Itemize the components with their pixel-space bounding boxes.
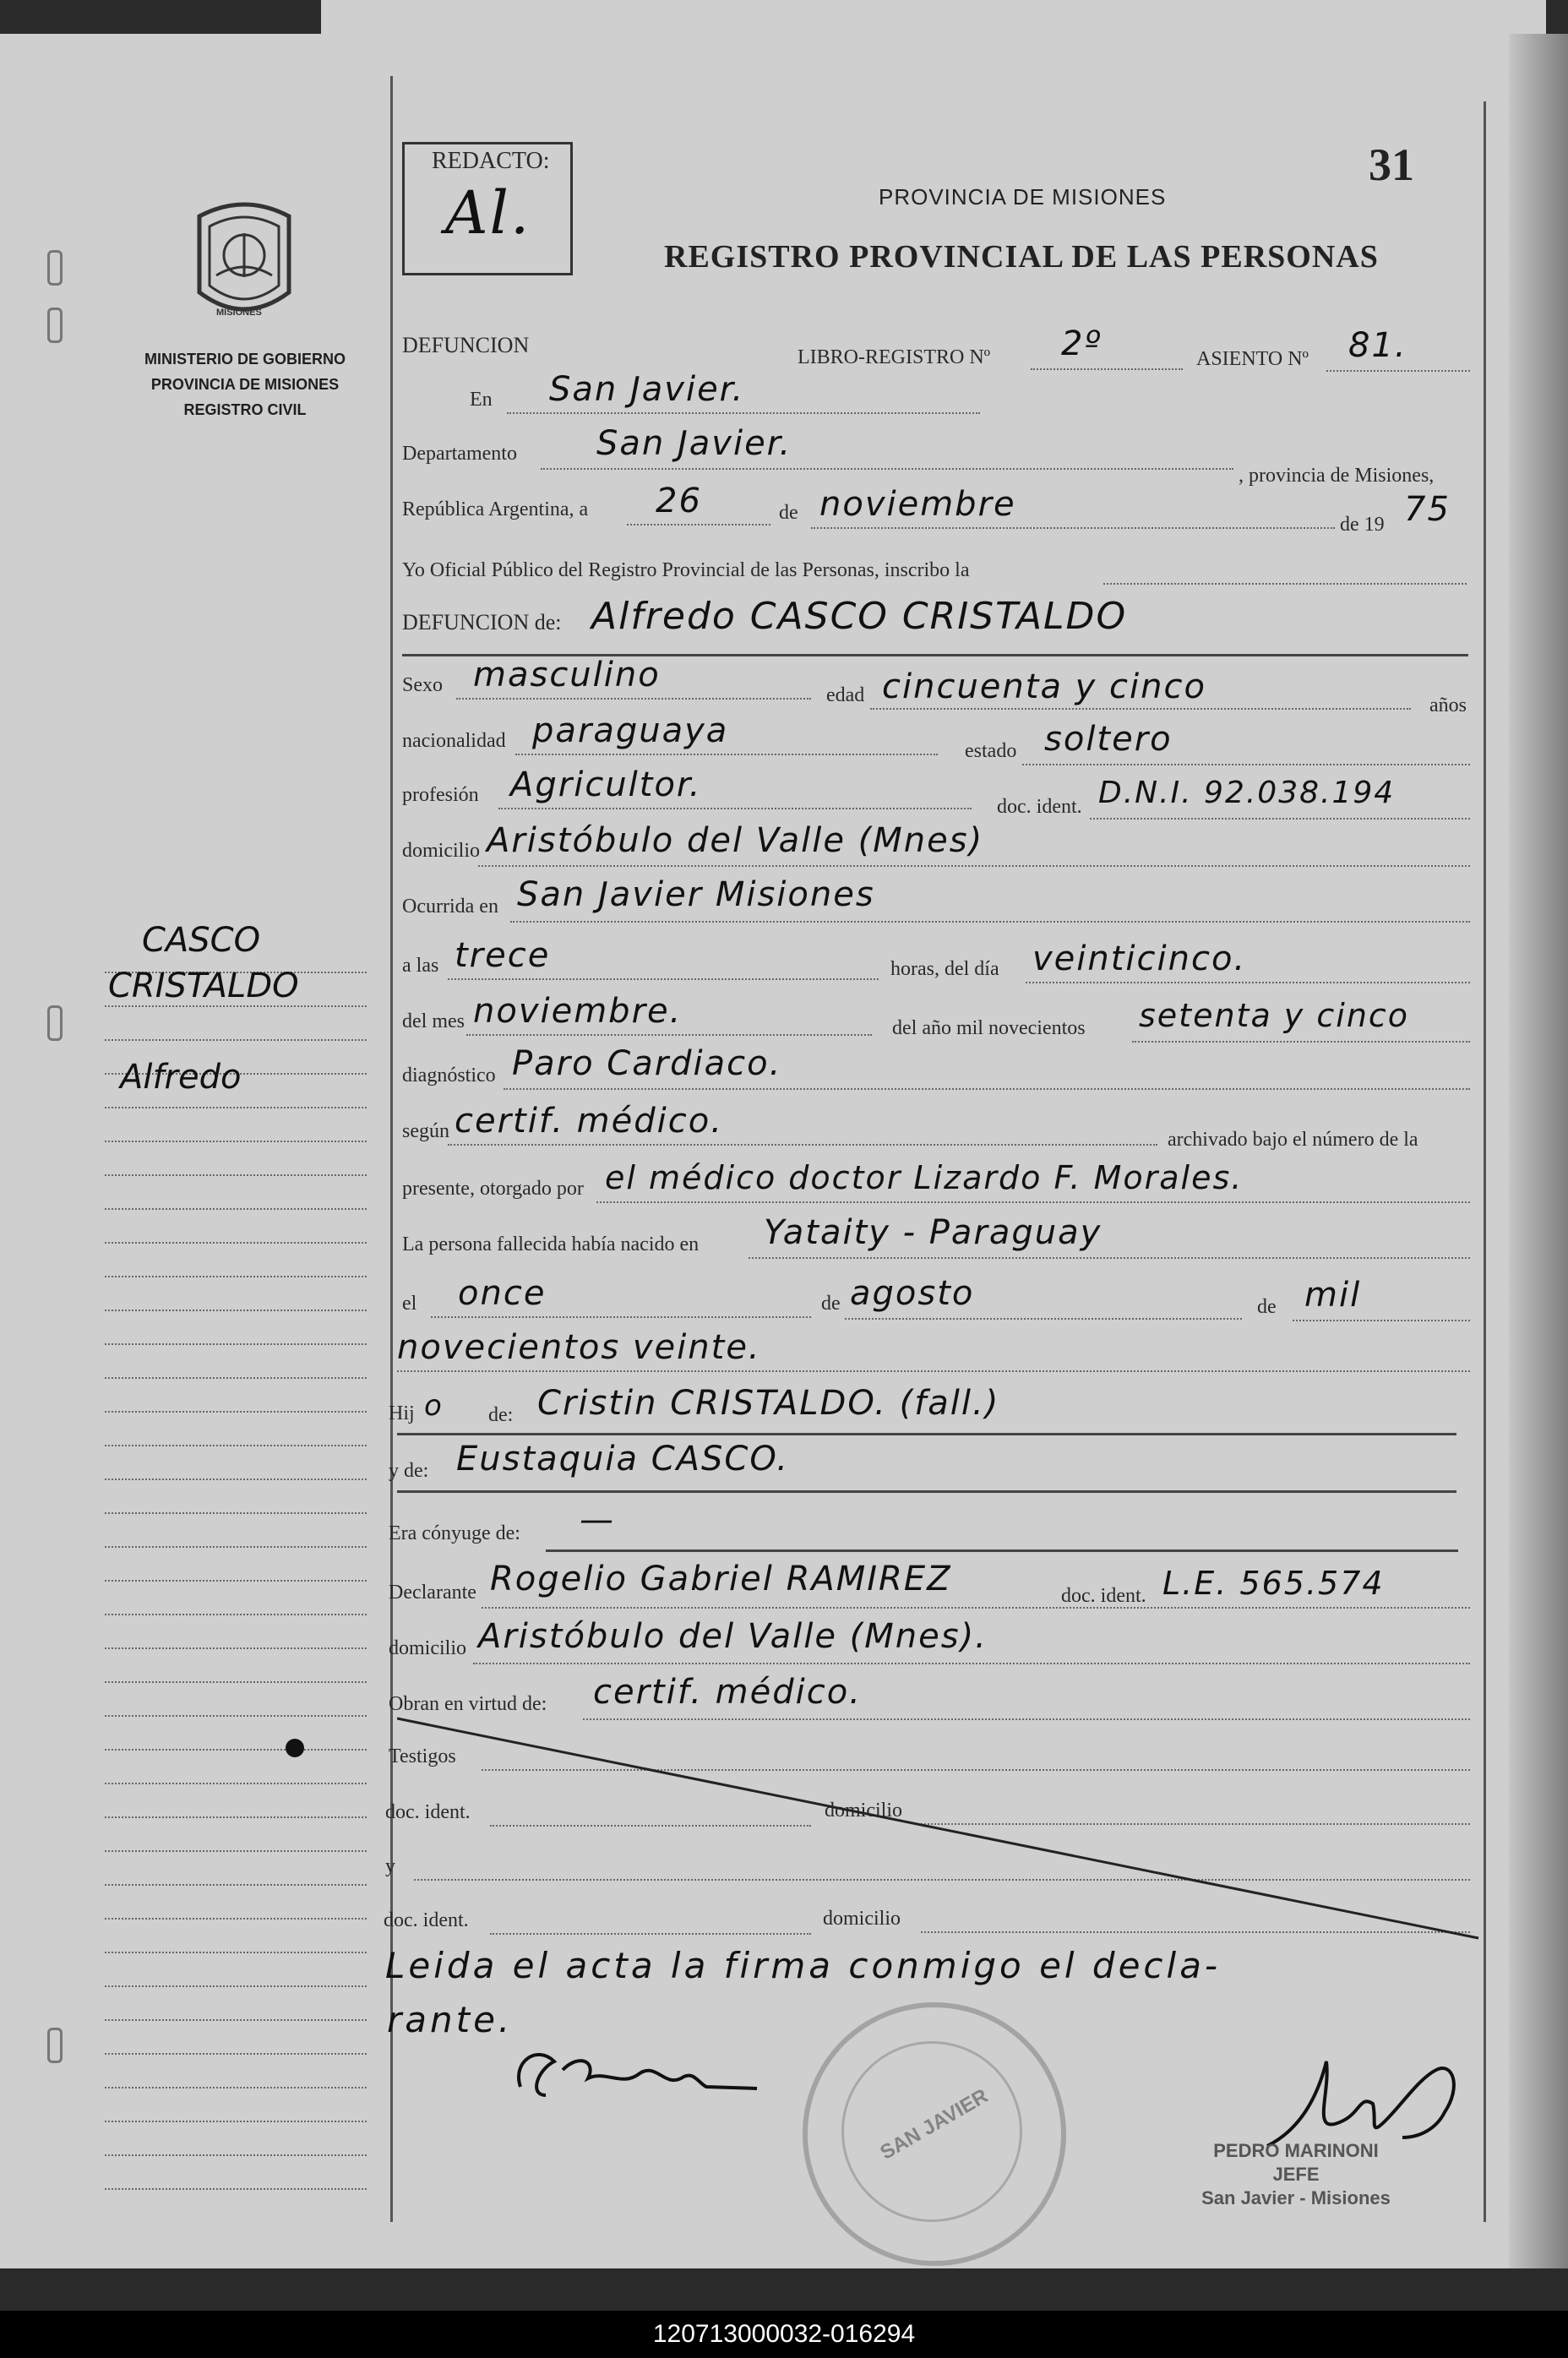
anos-label: años [1429,694,1467,716]
ministry-line: PROVINCIA DE MISIONES [150,376,340,393]
delmes-value: noviembre. [473,992,683,1031]
domicilio1-label: domicilio [825,1800,902,1822]
asiento-label: ASIENTO Nº [1196,348,1309,370]
hijo-label: Hij [389,1402,415,1424]
de3-value: mil [1304,1276,1362,1315]
fill-line [1293,1320,1470,1321]
yde-value: Eustaquia CASCO. [456,1440,789,1479]
closing-line1: Leida el acta la firma conmigo el decla- [385,1945,1222,1986]
redacto-label: REDACTO: [432,148,550,174]
day-value: 26 [656,482,702,520]
horas-label: horas, del día [890,958,999,980]
conyuge-label: Era cónyuge de: [389,1522,520,1544]
month-value: noviembre [819,485,1016,524]
fill-line [1326,370,1470,372]
hijo-de-label: de: [488,1404,514,1426]
redacto-box [402,142,573,275]
ocurrida-value: San Javier Misiones [517,875,875,914]
page-edge-shadow [1509,34,1568,2268]
fill-line [1132,1041,1470,1043]
conyuge-value: — [580,1500,615,1539]
fill-line [448,978,879,980]
en-value: San Javier. [549,370,745,409]
fill-line [498,808,972,809]
officer-title: JEFE [1272,2164,1320,2185]
nacionalidad-value: paraguaya [532,711,729,750]
asiento-value: 81. [1348,326,1407,365]
departamento-label: Departamento [402,443,517,465]
republica-label: República Argentina, a [402,498,589,520]
diagnostico-label: diagnóstico [402,1065,496,1086]
docident-value: D.N.I. 92.038.194 [1098,776,1396,810]
province-seal-icon [191,199,297,324]
ministry-line: REGISTRO CIVIL [183,401,307,418]
obran-value: certif. médico. [593,1673,862,1712]
de-label: de [779,502,798,524]
domicilio2-label: domicilio [823,1908,901,1930]
docident1-label: doc. ident. [385,1801,471,1823]
defuncion-label: DEFUNCION de: [402,610,562,634]
fill-line [870,708,1411,710]
provincia-suffix: , provincia de Misiones, [1239,465,1435,487]
margin-rule [390,76,393,2222]
hijo-suffix: o [424,1389,444,1423]
binder-ring [47,1005,63,1041]
margin-surname1: CASCO [142,921,261,960]
de3-label: de [1257,1296,1277,1318]
fill-line [515,754,938,755]
profesion-label: profesión [402,784,479,806]
declarante-label: Declarante [389,1582,476,1604]
el-value: once [458,1274,547,1313]
ministry-heading [118,346,372,422]
page-number: 31 [1369,139,1414,190]
segun-value: certif. médico. [455,1102,723,1141]
margin-surname2: CRISTALDO [108,967,299,1005]
nacionalidad-label: nacionalidad [402,730,506,752]
ocurrida-label: Ocurrida en [402,896,498,918]
fill-line [456,698,811,700]
stamp-text: SAN JAVIER [876,2084,993,2165]
departamento-value: San Javier. [596,424,792,463]
estado-value: soltero [1044,720,1173,759]
declarante-dom-value: Aristóbulo del Valle (Mnes). [478,1617,988,1656]
fill-line [1022,764,1470,765]
diagnostico-value: Paro Cardiaco. [512,1044,782,1083]
fill-line [473,1663,1470,1664]
officer-location: San Javier - Misiones [1201,2187,1391,2208]
delano-label: del año mil novecientos [892,1017,1086,1039]
nacido-label: La persona fallecida había nacido en [402,1233,700,1255]
defuncion-value: Alfredo CASCO CRISTALDO [591,595,1128,638]
fill-line [448,1144,1157,1146]
libro-value: 2º [1061,324,1102,363]
official-stamp [803,2002,1066,2266]
segun-label: según [402,1120,449,1142]
page-top-strip [321,0,1546,34]
seal-label: MISIONES [216,308,262,318]
fill-line [749,1257,1470,1259]
oficial-text: Yo Oficial Público del Registro Provincial de las Personas, inscribo la [402,559,970,581]
libro-label: LIBRO-REGISTRO Nº [798,346,991,368]
officer-name: PEDRO MARINONI [1213,2140,1379,2161]
presente-label: presente, otorgado por [402,1178,584,1200]
yde-label: y de: [389,1460,429,1482]
delano-value: setenta y cinco [1139,997,1410,1034]
de2-label: de [821,1293,841,1315]
document-id-bar: 120713000032-016294 [0,2311,1568,2358]
year-prefix: de 19 [1340,514,1385,536]
cancel-strike-line [397,1715,1487,1943]
nacido-value: Yataity - Paraguay [764,1213,1102,1252]
fill-line [1103,583,1467,585]
profesion-value: Agricultor. [510,765,702,804]
fill-line [510,921,1470,923]
registry-title: REGISTRO PROVINCIAL DE LAS PERSONAS [664,239,1379,275]
declarante-value: Rogelio Gabriel RAMIREZ [490,1560,952,1598]
closing-line2: rante. [387,1999,514,2040]
declarant-signature [504,2036,774,2112]
declarante-doc-value: L.E. 565.574 [1162,1565,1385,1602]
alas-value: trece [455,936,551,975]
fill-line [504,1088,1470,1090]
domicilio-value: Aristóbulo del Valle (Mnes) [487,821,984,860]
estado-label: estado [965,740,1017,762]
dia-value: veinticinco. [1032,939,1247,978]
year-born-value: novecientos veinte. [397,1328,761,1367]
sexo-value: masculino [473,656,661,694]
binder-ring [47,308,63,343]
sexo-label: Sexo [402,674,443,696]
redacto-initials: Al. [445,178,531,248]
spouse-underline [546,1549,1458,1552]
fill-line [596,1201,1470,1203]
fill-line [1031,368,1183,370]
margin-given-name: Alfredo [120,1058,242,1097]
fill-line [478,865,1470,867]
fill-line [466,1034,872,1036]
parent-underline [397,1490,1456,1493]
en-label: En [470,389,493,411]
ministry-line: MINISTERIO DE GOBIERNO [144,351,346,368]
de2-value: agosto [850,1274,975,1313]
fill-line [431,1316,811,1318]
declarante-dom-label: domicilio [389,1637,466,1659]
parent-underline [397,1433,1456,1435]
el-label: el [402,1293,417,1315]
fill-line [1026,982,1470,983]
fill-line [627,524,770,526]
alas-label: a las [402,955,439,977]
fill-line [482,1607,1470,1609]
officer-block [1186,2139,1406,2210]
fill-line [541,468,1233,470]
province-title: PROVINCIA DE MISIONES [879,184,1167,210]
docident-label: doc. ident. [997,796,1082,818]
obran-label: Obran en virtud de: [389,1693,547,1715]
fill-line [507,412,980,414]
presente-value: el médico doctor Lizardo F. Morales. [605,1159,1244,1196]
fill-line [397,1370,1470,1372]
fill-line [811,527,1335,529]
archivado-label: archivado bajo el número de la [1168,1129,1418,1151]
docident2-label: doc. ident. [384,1909,469,1931]
delmes-label: del mes [402,1010,465,1032]
domicilio-label: domicilio [402,840,480,862]
declarante-doc-label: doc. ident. [1061,1585,1146,1607]
binder-ring [47,250,63,286]
fill-line [1090,818,1470,820]
hijo-value: Cristin CRISTALDO. (fall.) [537,1384,1000,1423]
edad-label: edad [826,684,865,706]
edad-value: cincuenta y cinco [882,667,1206,706]
testigos-label: Testigos [389,1745,456,1767]
y-label: y [385,1855,395,1877]
fill-line [845,1318,1242,1320]
ink-dot [286,1739,304,1757]
act-type: DEFUNCION [402,333,530,357]
year-value: 75 [1404,490,1451,529]
binder-ring [47,2028,63,2063]
